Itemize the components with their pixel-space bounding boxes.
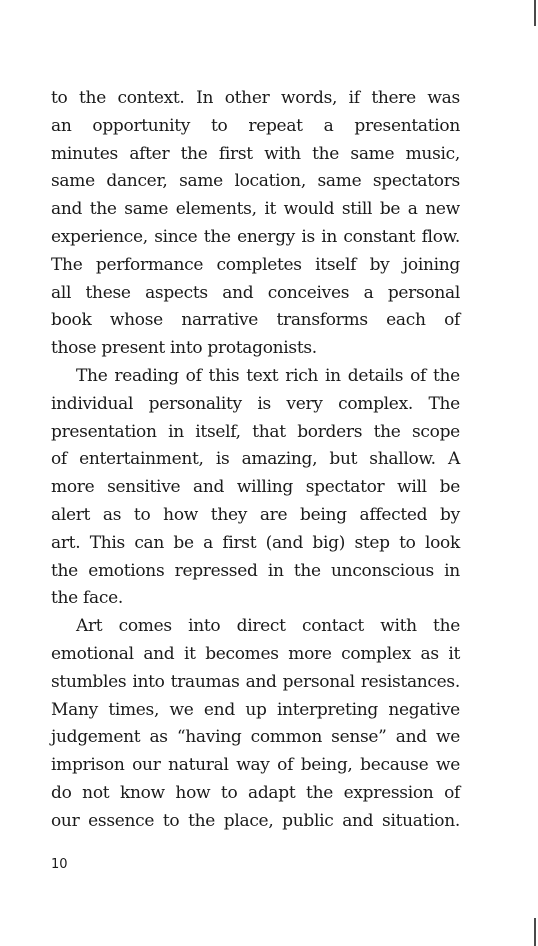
text-line: The reading of this text rich in details of the <box>76 365 460 386</box>
text-line: the face. <box>51 588 123 609</box>
text-line: art. This can be a first (and big) step to look <box>51 532 460 553</box>
text-line: the emotions repressed in the unconscious in <box>51 560 460 581</box>
body-text <box>51 85 460 836</box>
text-line: emotional and it becomes more complex as it <box>51 643 460 664</box>
paragraph <box>51 85 460 363</box>
text-line: those present into protagonists. <box>51 338 317 359</box>
text-line: alert as to how they are being affected by <box>51 504 460 525</box>
text-line: imprison our natural way of being, because we <box>51 755 460 776</box>
text-line: The performance completes itself by joining <box>51 254 460 275</box>
text-line: presentation in itself, that borders the scope <box>51 421 460 442</box>
text-line: an opportunity to repeat a presentation <box>51 115 460 136</box>
text-line: minutes after the first with the same music, <box>51 143 460 164</box>
text-line: of entertainment, is amazing, but shallow. A <box>51 449 460 470</box>
text-line: and the same elements, it would still be a new <box>51 199 460 220</box>
paragraph <box>51 613 460 835</box>
paragraph <box>51 363 460 613</box>
text-line: Art comes into direct contact with the <box>76 616 460 637</box>
text-line: all these aspects and conceives a personal <box>51 282 460 303</box>
page-number: 10 <box>51 857 68 872</box>
text-line: Many times, we end up interpreting negative <box>51 699 460 720</box>
text-line: stumbles into traumas and personal resistances. <box>51 671 460 692</box>
text-line: do not know how to adapt the expression of <box>51 782 460 803</box>
crop-mark-bottom <box>534 918 536 946</box>
text-line: to the context. In other words, if there was <box>51 88 460 108</box>
text-line: more sensitive and willing spectator will be <box>51 477 460 498</box>
text-line: experience, since the energy is in constant flow. <box>51 226 460 247</box>
text-line: individual personality is very complex. The <box>51 393 460 414</box>
text-line: judgement as “having common sense” and we <box>51 727 460 748</box>
crop-mark-top <box>534 0 536 26</box>
text-line: same dancer, same location, same spectators <box>51 171 460 192</box>
text-line: book whose narrative transforms each of <box>51 310 460 331</box>
text-line: our essence to the place, public and situation. <box>51 810 460 831</box>
